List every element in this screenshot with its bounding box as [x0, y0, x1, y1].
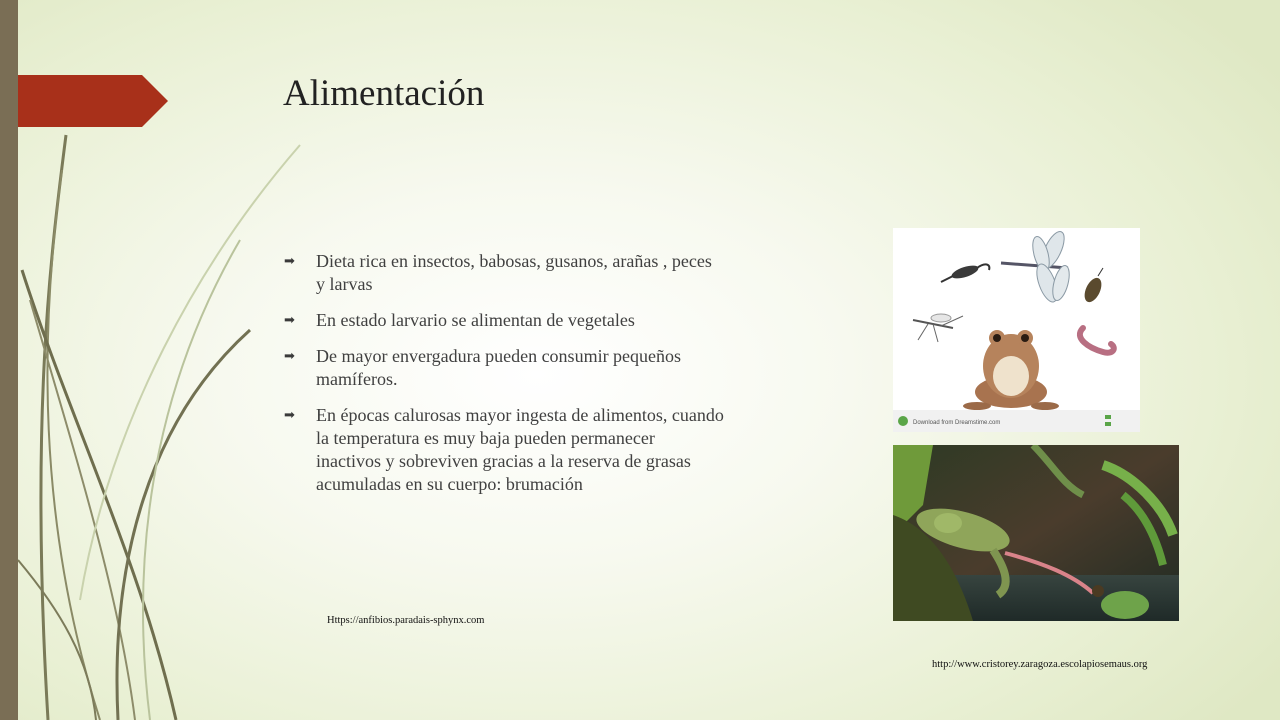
slide-title: Alimentación [283, 73, 485, 114]
frog-catching-prey-photo [893, 445, 1179, 621]
bullet-item [284, 309, 724, 332]
bullet-item [284, 404, 724, 496]
bullet-text: En épocas calurosas mayor ingesta de alimentos, cuando la temperatura es muy baja pueden permanecer inactivos y sobreviven gracias a la reserva de grasas acumuladas en su cuerpo: brumación [316, 405, 724, 494]
bullet-text: De mayor envergadura pueden consumir pequeños mamíferos. [316, 346, 682, 389]
bullet-text: En estado larvario se alimentan de vegetales [316, 310, 635, 330]
title-accent-arrow [18, 75, 168, 127]
bullet-item [284, 345, 724, 391]
arrow-right-icon: ➡ [284, 348, 295, 363]
arrow-right-icon: ➡ [284, 407, 295, 422]
source-caption-left: Https://anfibios.paradais-sphynx.com [327, 615, 485, 626]
bullet-list [284, 250, 724, 509]
bullet-text: Dieta rica en insectos, babosas, gusanos, arañas , peces y larvas [316, 251, 712, 294]
watermark-text: Download from Dreamstime.com [913, 420, 1001, 426]
frog-prey-illustration [893, 228, 1140, 432]
source-caption-right: http://www.cristorey.zaragoza.escolapiosemaus.org [932, 659, 1148, 670]
arrow-right-icon: ➡ [284, 312, 295, 327]
bullet-item [284, 250, 724, 296]
arrow-right-icon: ➡ [284, 253, 295, 268]
